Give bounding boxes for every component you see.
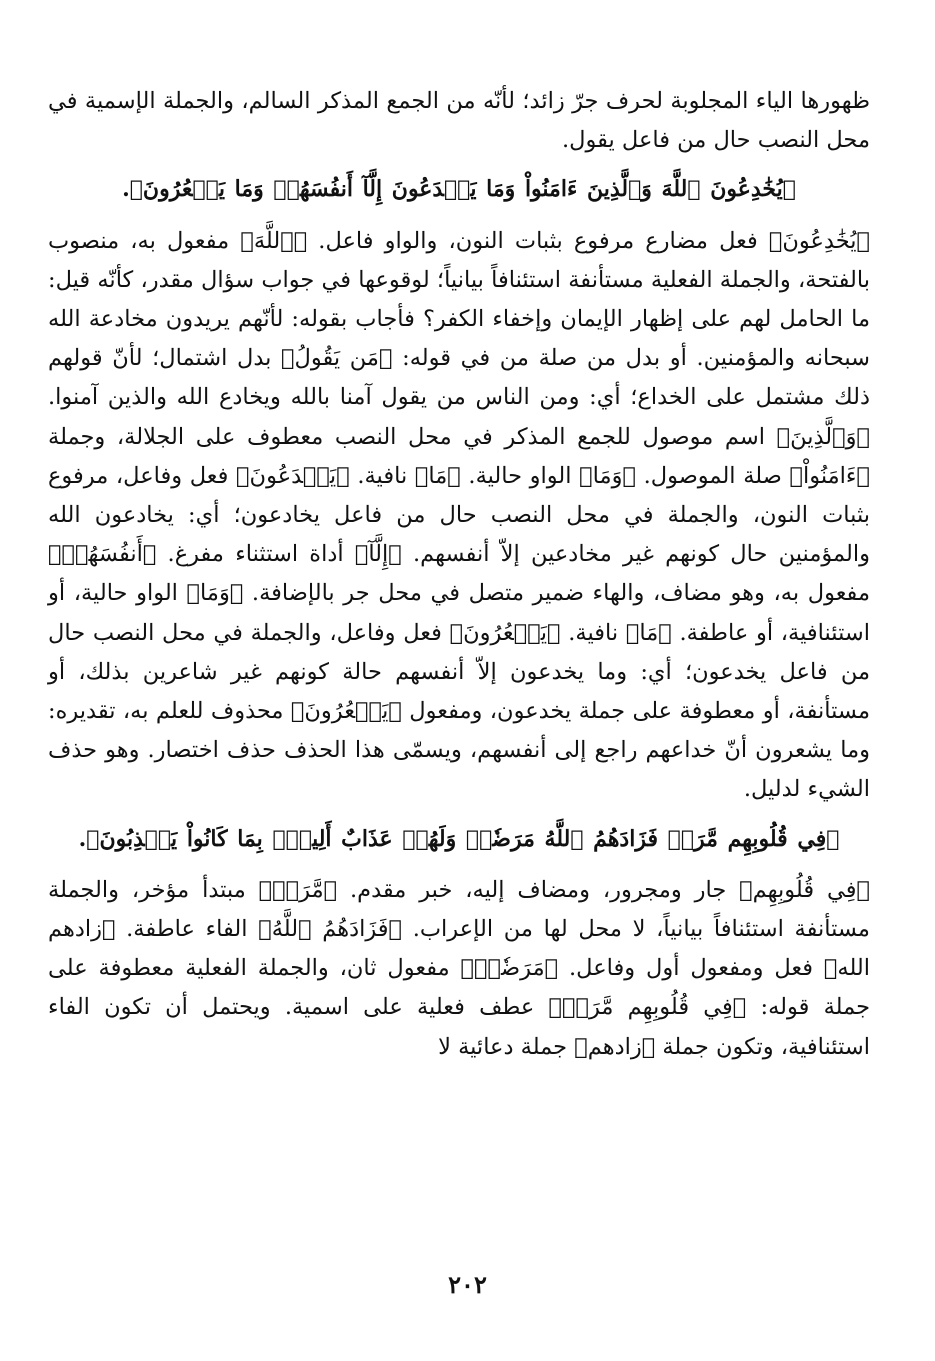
page-number: ٢٠٢ [448,1270,487,1299]
paragraph-continuation: ظهورها الياء المجلوبة لحرف جرّ زائد؛ لأنّه من الجمع المذكر السالم، والجملة الإسمية في محل النصب حال من فاعل يقول. [48,88,870,154]
paragraph-analysis: ﴿فِي قُلُوبِهِم﴾ جار ومجرور، ومضاف إليه، خبر مقدم. ﴿مَّرَضٞ﴾ مبتدأ مؤخر، والجملة مستأنفة استئنافاً بيانياً، لا محل لها من الإعراب. ﴿فَزَادَهُمُ ٱللَّهُ﴾ الفاء عاطفة. ﴿زادهم الله﴾ فعل ومفعول أول وفاعل. ﴿مَرَضٗاۖ﴾ مفعول ثان، والجملة الفعلية معطوفة على جملة قوله: ﴿فِي قُلُوبِهِم مَّرَضٞ﴾ عطف فعلية على اسمية. ويحتمل أن تكون الفاء استئنافية، وتكون جملة ﴿زادهم﴾ جملة دعائية لا [48,876,870,1060]
page-body [48,82,870,1067]
paragraph-analysis: ﴿يُخَٰدِعُونَ﴾ فعل مضارع مرفوع بثبات النون، والواو فاعل. ﴿ٱللَّهَ﴾ مفعول به، منصوب بالفتحة، والجملة الفعلية مستأنفة استئنافاً بيانياً؛ لوقوعها في جواب سؤال مقدر، كأنّه قيل: ما الحامل لهم على إظهار الإيمان وإخفاء الكفر؟ فأجاب بقوله: لأنّهم يريدون مخادعة الله سبحانه والمؤمنين. أو بدل من صلة من في قوله: ﴿مَن يَقُولُ﴾ بدل اشتمال؛ لأنّ قولهم ذلك مشتمل على الخداع؛ أي: ومن الناس من يقول آمنا بالله ويخادع الله والذين آمنوا. ﴿وَٱلَّذِينَ﴾ اسم موصول للجمع المذكر في محل النصب معطوف على الجلالة، وجملة ﴿ءَامَنُواْ﴾ صلة الموصول. ﴿وَمَا﴾ الواو حالية. ﴿مَا﴾ نافية. ﴿يَخۡدَعُونَ﴾ فعل وفاعل، مرفوع بثبات النون، والجملة في محل النصب حال من فاعل يخادعون؛ أي: يخادعون الله والمؤمنين حال كونهم غير مخادعين إلاّ أنفسهم. ﴿إِلَّآ﴾ أداة استثناء مفرغ. ﴿أَنفُسَهُمۡ﴾ مفعول به، وهو مضاف، والهاء ضمير متصل في محل جر بالإضافة. ﴿وَمَا﴾ الواو حالية، أو استئنافية، أو عاطفة. ﴿مَا﴾ نافية. ﴿يَشۡعُرُونَ﴾ فعل وفاعل، والجملة في محل النصب حال من فاعل يخدعون؛ أي: وما يخدعون إلاّ أنفسهم حالة كونهم غير شاعرين بذلك، أو مستأنفة، أو معطوفة على جملة يخدعون، ومفعول ﴿يَشۡعُرُونَ﴾ محذوف للعلم به، تقديره: وما يشعرون أنّ خداعهم راجع إلى أنفسهم، ويسمّى هذا الحذف حذف اختصار. وهو حذف الشيء لدليل. [48,227,870,803]
quran-verse: ﴿فِي قُلُوبِهِم مَّرَضٞ فَزَادَهُمُ ٱللَّهُ مَرَضٗاۖ وَلَهُمۡ عَذَابٌ أَلِيمُۢ بِمَا كَانُواْ يَكۡذِبُونَ﴾. [78,825,840,852]
quran-verse: ﴿يُخَٰدِعُونَ ٱللَّهَ وَٱلَّذِينَ ءَامَنُواْ وَمَا يَخۡدَعُونَ إِلَّآ أَنفُسَهُمۡ وَمَا يَشۡعُرُونَ﴾. [122,176,796,203]
